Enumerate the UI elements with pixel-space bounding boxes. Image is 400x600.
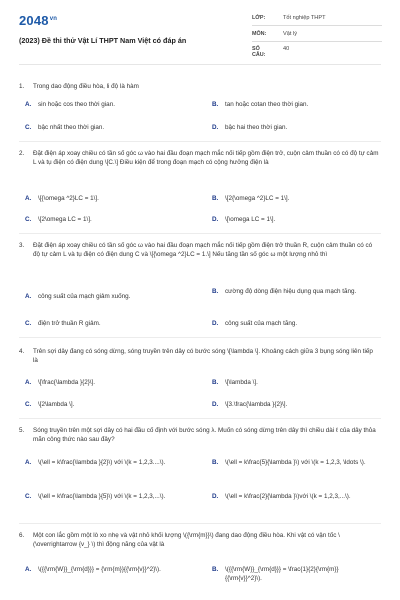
meta-lop-label: LỚP: [252,15,266,21]
question-number: 1. [19,83,25,90]
question-stem: Một con lắc gồm một lò xo nhẹ và vật nhỏ khối lượng \({\rm{m}}\) đang dao động điều hòa. Khi vật có vận tốc \(\overrightarrow {v_} \) thì động năng của vật là [33,532,340,549]
meta-lop-value: Tốt nghiệp THPT [283,15,326,21]
question-stem: Sóng truyền trên một sợi dây có hai đầu cố định với bước sóng λ. Muốn có sóng dừng trên dây thì chiều dài ℓ của dây thỏa mãn công thức nào sau đây? [33,427,376,444]
question-separator [19,141,381,142]
question-stem: Trên sợi dây đang có sóng dừng, sóng truyền trên dây có bước sóng \[\lambda \]. Khoảng cách giữa 3 bụng sóng liên tiếp là [33,348,373,365]
meta-socau-label: SỐ CÂU: [252,46,266,58]
question-separator [19,523,381,524]
document-header [0,0,400,64]
exam-title: (2023) Đề thi thử Vật Lí THPT Nam Việt có đáp án [19,36,187,45]
site-logo[interactable]: $2048^{vn}$ [19,13,58,28]
question-stem: Đặt điện áp xoay chiều có tần số góc ω vào hai đầu đoạn mạch mắc nối tiếp gồm điện trở, cuộn cảm thuần có có độ tự cảm L và tụ điện có điện dung \[C.\] Điều kiện để trong đoạn mạch có cộng hưởng điện là [33,150,379,167]
question-separator [19,337,381,338]
question-number: 3. [19,242,25,249]
question-number: 6. [19,532,25,539]
question-stem: Trong dao động điều hòa, li độ là hàm [33,83,139,90]
question-number: 5. [19,427,25,434]
question-separator [19,233,381,234]
question-number: 2. [19,150,25,157]
question-stem: Đặt điện áp xoay chiều có tần số góc ω vào hai đầu đoạn mạch mắc nối tiếp gồm điện trở thuần R, cuộn cảm thuần có có độ tự cảm L và tụ điện có điện dung C và \[{\omega ^2}LC = 1.\] Nếu tăng tần số góc ω một lượng nhỏ thì [33,242,373,259]
question-number: 4. [19,348,25,355]
header-divider [19,64,381,65]
question-separator [19,418,381,419]
meta-socau-value: 40 [283,46,290,52]
meta-mon-value: Vật lý [283,31,297,37]
meta-mon-label: MÔN: [252,31,267,37]
